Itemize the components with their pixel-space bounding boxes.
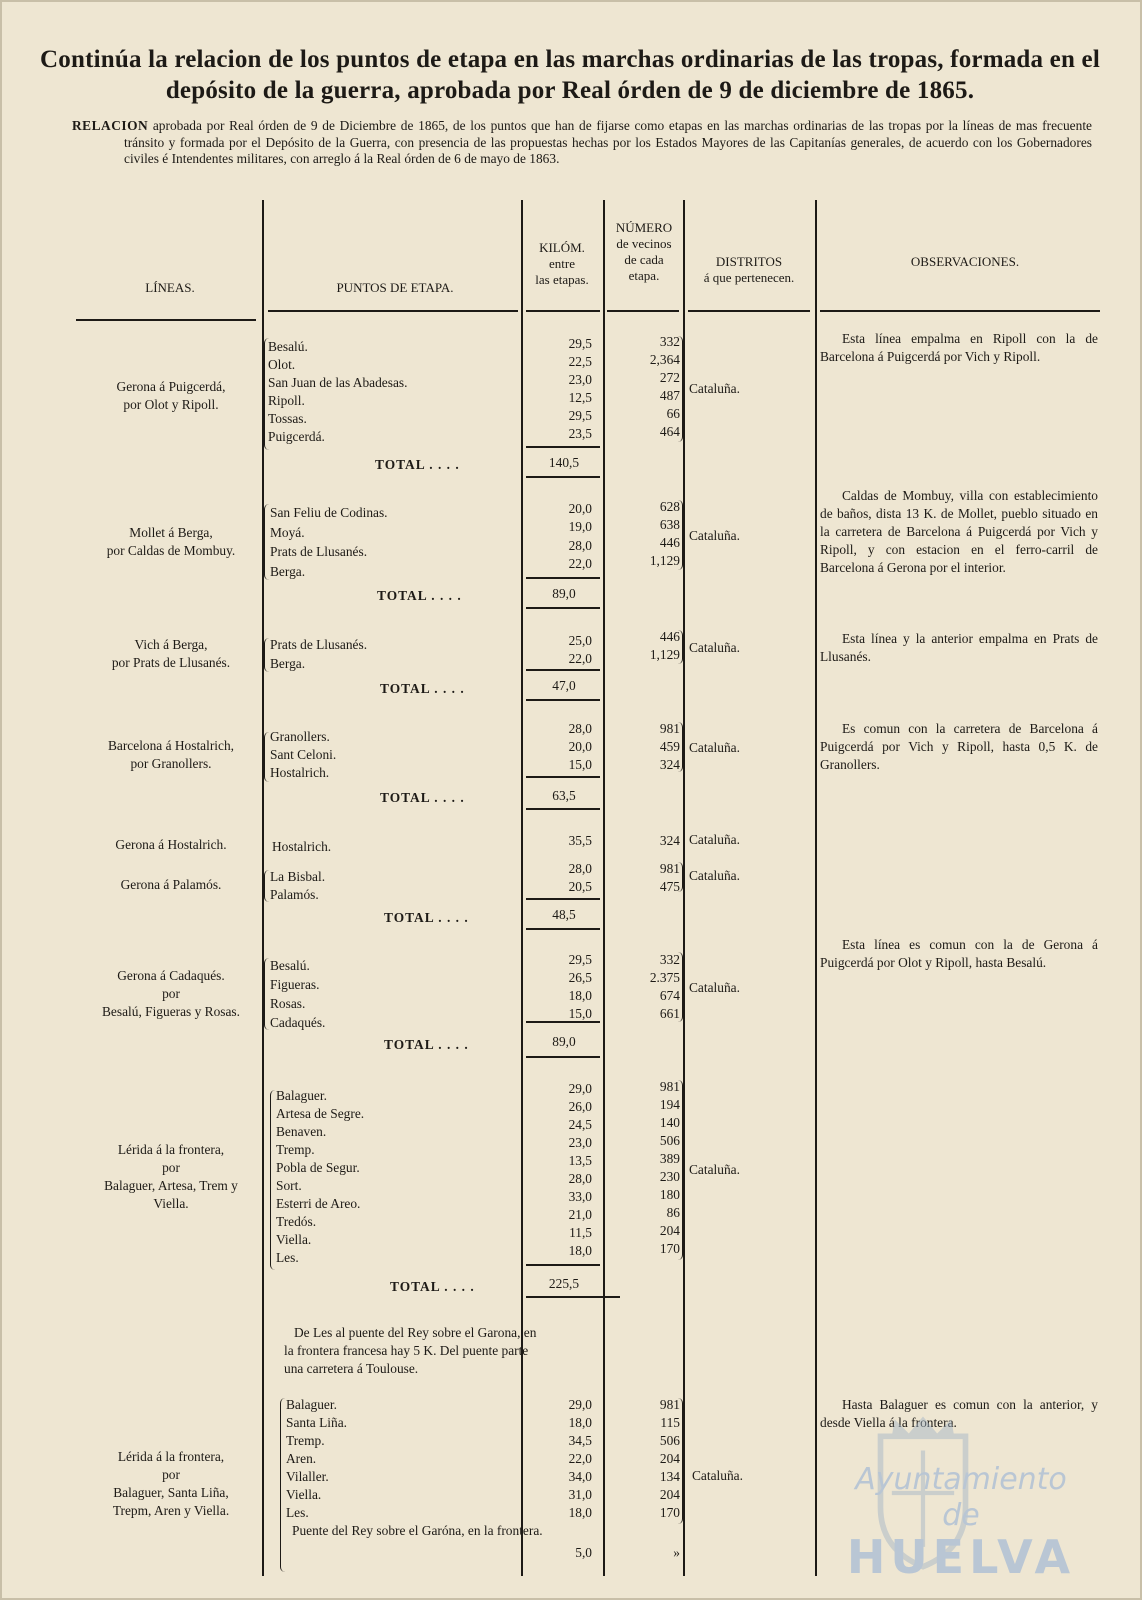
district: Cataluña. bbox=[689, 381, 740, 396]
stop-name: Rosas. bbox=[270, 996, 306, 1011]
vecinos-value: 389 bbox=[659, 1151, 680, 1166]
total-label: TOTAL . . . . bbox=[380, 790, 465, 805]
intro-lead: RELACION bbox=[72, 118, 149, 133]
stop-name: Berga. bbox=[270, 656, 306, 671]
line-name: Lérida á la frontera, por Balaguer, Artesa, Trem y Viella. bbox=[104, 1142, 238, 1211]
district: Cataluña. bbox=[689, 1162, 740, 1177]
vecinos-value: 140 bbox=[659, 1115, 680, 1130]
watermark: Ayuntamiento de HUELVA bbox=[846, 1462, 1076, 1584]
vecinos-value: 272 bbox=[659, 370, 680, 385]
km-value: 20,0 bbox=[568, 501, 592, 516]
brace bbox=[264, 504, 269, 580]
stop-name: Sort. bbox=[276, 1178, 302, 1193]
vecinos-value: 981 bbox=[659, 861, 680, 876]
header-distritos: DISTRITOS á que pertenecen. bbox=[703, 254, 795, 285]
header-observaciones: OBSERVACIONES. bbox=[910, 254, 1020, 269]
vecinos-value: 1,129 bbox=[649, 647, 680, 662]
stop-name: Berga. bbox=[270, 564, 306, 579]
stop-name: Viella. bbox=[286, 1487, 322, 1502]
vecinos-value: 628 bbox=[659, 499, 680, 514]
km-value: 23,5 bbox=[568, 426, 592, 441]
stop-name: Artesa de Segre. bbox=[276, 1106, 365, 1121]
header-rule-kilom bbox=[526, 310, 600, 312]
total-value: 63,5 bbox=[552, 788, 576, 803]
vecinos-value: 446 bbox=[659, 535, 680, 550]
district: Cataluña. bbox=[689, 640, 740, 655]
stop-name: Esterri de Areo. bbox=[276, 1196, 361, 1211]
district: Cataluña. bbox=[692, 1468, 743, 1483]
vecinos-value: 170 bbox=[659, 1505, 680, 1520]
line-name: Gerona á Hostalrich. bbox=[115, 837, 227, 852]
table-rule-vecinos bbox=[683, 200, 685, 1576]
km-value: 26,5 bbox=[568, 970, 592, 985]
vecinos-value: 446 bbox=[659, 629, 680, 644]
km-value: 19,0 bbox=[568, 519, 592, 534]
stop-name: Sant Celoni. bbox=[270, 747, 337, 762]
km-value: 15,0 bbox=[568, 1006, 592, 1021]
stop-name: Puigcerdá. bbox=[268, 429, 325, 444]
stop-name: Tossas. bbox=[268, 411, 307, 426]
total-rule bbox=[526, 476, 600, 478]
total-label: TOTAL . . . . bbox=[384, 1037, 469, 1052]
stop-name: Tremp. bbox=[286, 1433, 325, 1448]
km-value: 31,0 bbox=[568, 1487, 592, 1502]
district: Cataluña. bbox=[689, 528, 740, 543]
line-name: Gerona á Palamós. bbox=[120, 877, 222, 892]
total-value: 47,0 bbox=[552, 678, 576, 693]
km-value: 26,0 bbox=[568, 1099, 592, 1114]
total-rule bbox=[526, 1056, 600, 1058]
brace bbox=[678, 952, 683, 1022]
km-value: 22,0 bbox=[568, 1451, 592, 1466]
route-note: De Les al puente del Rey sobre el Garona, en la frontera francesa hay 5 K. Del puente parte una carretera á Toulouse. bbox=[284, 1325, 537, 1376]
brace bbox=[678, 722, 683, 772]
vecinos-value: 981 bbox=[659, 721, 680, 736]
total-value: 89,0 bbox=[552, 586, 576, 601]
km-value: 11,5 bbox=[569, 1225, 592, 1240]
total-rule bbox=[526, 607, 600, 609]
brace bbox=[264, 732, 269, 782]
line-name: Barcelona á Hostalrich, por Granollers. bbox=[107, 738, 235, 771]
total-rule bbox=[526, 1021, 600, 1023]
vecinos-value: 506 bbox=[659, 1133, 680, 1148]
stop-name: Tremp. bbox=[276, 1142, 315, 1157]
km-value: 28,0 bbox=[568, 538, 592, 553]
km-value: 35,5 bbox=[568, 833, 592, 848]
stop-name: San Juan de las Abadesas. bbox=[268, 375, 408, 390]
km-value: 28,0 bbox=[568, 861, 592, 876]
vecinos-value: 170 bbox=[659, 1241, 680, 1256]
vecinos-value: 204 bbox=[659, 1487, 680, 1502]
stop-name: Hostalrich. bbox=[270, 765, 330, 780]
stop-name: San Feliu de Codinas. bbox=[270, 505, 388, 520]
km-value: 15,0 bbox=[568, 757, 592, 772]
vecinos-value: 2,364 bbox=[649, 352, 680, 367]
stop-name: Santa Liña. bbox=[286, 1415, 347, 1430]
total-rule bbox=[526, 898, 600, 900]
header-rule-distritos bbox=[688, 310, 810, 312]
vecinos-value: 661 bbox=[659, 1006, 680, 1021]
total-label: TOTAL . . . . bbox=[375, 457, 460, 472]
district: Cataluña. bbox=[689, 832, 740, 847]
total-rule bbox=[526, 669, 600, 671]
intro-text: aprobada por Real órden de 9 de Diciembre de 1865, de los puntos que han de fijarse como etapas en las marchas ordinarias de las tropas por la líneas de mas frecuente tránsito y formada por el Depósito de la Guerra, con presencia de las propuestas hechas por los Estados Mayores de las Capitanías generales, de acuerdo con los Gobernadores civiles é Intendentes militares, con arreglo á la Real órden de 6 de mayo de 1863. bbox=[124, 118, 1092, 167]
line-name: Gerona á Cadaqués. por Besalú, Figueras y Rosas. bbox=[102, 968, 240, 1019]
km-value: 29,0 bbox=[568, 1397, 592, 1412]
vecinos-value: 506 bbox=[659, 1433, 680, 1448]
observation: Esta línea es comun con la de Gerona á Puigcerdá por Olot y Ripoll, hasta Besalú. bbox=[820, 937, 1098, 970]
vecinos-value: 332 bbox=[659, 334, 680, 349]
observation: Esta línea y la anterior empalma en Prats de Llusanés. bbox=[820, 631, 1098, 664]
stop-name: Figueras. bbox=[270, 977, 320, 992]
km-value: 29,5 bbox=[568, 408, 592, 423]
brace bbox=[264, 638, 269, 672]
total-value: 140,5 bbox=[548, 455, 580, 470]
brace bbox=[264, 870, 269, 902]
brace bbox=[280, 1398, 285, 1572]
header-rule-obs bbox=[820, 310, 1100, 312]
vecinos-value: 674 bbox=[659, 988, 680, 1003]
header-numero: NÚMERO de vecinos de cada etapa. bbox=[615, 220, 673, 283]
km-value: 18,0 bbox=[568, 988, 592, 1003]
vecinos-value: » bbox=[673, 1545, 680, 1560]
stop-name: Moyá. bbox=[270, 525, 305, 540]
total-label: TOTAL . . . . bbox=[377, 588, 462, 603]
observation: Esta línea empalma en Ripoll con la de Barcelona á Puigcerdá por Vich y Ripoll. bbox=[820, 331, 1098, 364]
km-value: 28,0 bbox=[568, 1171, 592, 1186]
district: Cataluña. bbox=[689, 980, 740, 995]
total-rule bbox=[526, 577, 600, 579]
brace bbox=[678, 1398, 683, 1524]
brace bbox=[678, 862, 683, 892]
vecinos-value: 475 bbox=[659, 879, 680, 894]
total-rule bbox=[526, 928, 600, 930]
stop-name: Pobla de Segur. bbox=[276, 1160, 360, 1175]
stop-name: Besalú. bbox=[270, 958, 310, 973]
vecinos-value: 134 bbox=[659, 1469, 680, 1484]
stop-name: Prats de Llusanés. bbox=[270, 637, 368, 652]
header-puntos: PUNTOS DE ETAPA. bbox=[336, 280, 454, 295]
total-rule bbox=[526, 776, 600, 778]
vecinos-value: 638 bbox=[659, 517, 680, 532]
stop-name: Benaven. bbox=[276, 1124, 327, 1139]
brace bbox=[678, 336, 683, 442]
km-value: 24,5 bbox=[568, 1117, 592, 1132]
km-value: 21,0 bbox=[568, 1207, 592, 1222]
vecinos-value: 86 bbox=[666, 1205, 680, 1220]
km-value: 20,5 bbox=[568, 879, 592, 894]
header-kilom: KILÓM. entre las etapas. bbox=[535, 240, 589, 287]
km-value: 22,0 bbox=[568, 651, 592, 666]
vecinos-value: 981 bbox=[659, 1079, 680, 1094]
km-value: 22,0 bbox=[568, 556, 592, 571]
vecinos-value: 204 bbox=[659, 1451, 680, 1466]
vecinos-value: 324 bbox=[659, 833, 680, 848]
header-rule-puntos bbox=[268, 310, 518, 312]
vecinos-value: 66 bbox=[666, 406, 680, 421]
line-name: Vich á Berga, por Prats de Llusanés. bbox=[111, 637, 231, 670]
km-value: 23,0 bbox=[568, 1135, 592, 1150]
km-value: 25,0 bbox=[568, 633, 592, 648]
vecinos-value: 459 bbox=[659, 739, 680, 754]
observation: Es comun con la carretera de Barcelona á Puigcerdá por Vich y Ripoll, hasta 0,5 K. de Granollers. bbox=[820, 721, 1098, 772]
stop-name: La Bisbal. bbox=[270, 869, 326, 884]
km-value: 18,0 bbox=[568, 1505, 592, 1520]
stop-name: Hostalrich. bbox=[272, 839, 332, 854]
total-rule bbox=[526, 699, 600, 701]
total-rule bbox=[526, 808, 600, 810]
stop-name: Ripoll. bbox=[268, 393, 305, 408]
stop-name: Puente del Rey sobre el Garóna, en la frontera. bbox=[292, 1523, 543, 1538]
km-value: 23,0 bbox=[568, 372, 592, 387]
vecinos-value: 230 bbox=[659, 1169, 680, 1184]
km-value: 18,0 bbox=[568, 1243, 592, 1258]
header-rule-vecinos bbox=[607, 310, 679, 312]
header-rule-lineas bbox=[76, 319, 256, 321]
km-value: 12,5 bbox=[568, 390, 592, 405]
stop-name: Palamós. bbox=[270, 887, 319, 902]
vecinos-value: 324 bbox=[659, 757, 680, 772]
stop-name: Cadaqués. bbox=[270, 1015, 326, 1030]
km-value: 18,0 bbox=[568, 1415, 592, 1430]
total-rule bbox=[526, 1296, 620, 1298]
vecinos-value: 981 bbox=[659, 1397, 680, 1412]
stop-name: Les. bbox=[276, 1250, 299, 1265]
km-value: 29,5 bbox=[568, 336, 592, 351]
total-value: 89,0 bbox=[552, 1034, 576, 1049]
stop-name: Granollers. bbox=[270, 729, 330, 744]
total-rule bbox=[526, 446, 600, 448]
stop-name: Vilaller. bbox=[286, 1469, 329, 1484]
line-name: Gerona á Puigcerdá, por Olot y Ripoll. bbox=[116, 379, 226, 412]
km-value: 34,0 bbox=[568, 1469, 592, 1484]
header-lineas: LÍNEAS. bbox=[145, 280, 195, 295]
vecinos-value: 194 bbox=[659, 1097, 680, 1112]
stop-name: Prats de Llusanés. bbox=[270, 544, 368, 559]
vecinos-value: 180 bbox=[659, 1187, 680, 1202]
vecinos-value: 2.375 bbox=[649, 970, 680, 985]
brace bbox=[678, 500, 683, 570]
stop-name: Besalú. bbox=[268, 339, 308, 354]
km-value: 28,0 bbox=[568, 721, 592, 736]
line-name: Mollet á Berga, por Caldas de Mombuy. bbox=[106, 525, 236, 558]
stop-name: Aren. bbox=[286, 1451, 317, 1466]
km-value: 5,0 bbox=[575, 1545, 592, 1560]
total-label: TOTAL . . . . bbox=[380, 681, 465, 696]
observation: Hasta Balaguer es comun con la anterior, y desde Viella á la frontera. bbox=[820, 1397, 1098, 1430]
brace bbox=[678, 630, 683, 664]
km-value: 13,5 bbox=[568, 1153, 592, 1168]
total-label: TOTAL . . . . bbox=[390, 1279, 475, 1294]
vecinos-value: 332 bbox=[659, 952, 680, 967]
vecinos-value: 115 bbox=[660, 1415, 680, 1430]
district: Cataluña. bbox=[689, 740, 740, 755]
km-value: 33,0 bbox=[568, 1189, 592, 1204]
km-value: 22,5 bbox=[568, 354, 592, 369]
km-value: 29,0 bbox=[568, 1081, 592, 1096]
stop-name: Viella. bbox=[276, 1232, 312, 1247]
brace bbox=[678, 1080, 683, 1260]
total-value: 225,5 bbox=[548, 1276, 580, 1291]
intro-paragraph bbox=[72, 118, 1092, 168]
vecinos-value: 487 bbox=[659, 388, 680, 403]
page-title: Continúa la relacion de los puntos de etapa en las marchas ordinarias de las tropas, formada en el depósito de la guerra, aprobada por Real órden de 9 de diciembre de 1865. bbox=[40, 46, 1100, 104]
brace bbox=[264, 958, 269, 1030]
stop-name: Tredós. bbox=[276, 1214, 317, 1229]
table-rule-distritos bbox=[815, 200, 817, 1576]
vecinos-value: 204 bbox=[659, 1223, 680, 1238]
stop-name: Balaguer. bbox=[286, 1397, 337, 1412]
total-rule bbox=[526, 1264, 600, 1266]
km-value: 34,5 bbox=[568, 1433, 592, 1448]
line-name: Lérida á la frontera, por Balaguer, Santa Liña, Trepm, Aren y Viella. bbox=[112, 1449, 230, 1518]
observation: Caldas de Mombuy, villa con establecimiento de baños, dista 13 K. de Mollet, pueblo situado en la carretera de Barcelona á Puigcerdá por Vich y Ripoll, y con estacion en el ferro-carril de Barcelona á Gerona por el interior. bbox=[820, 488, 1098, 575]
stop-name: Olot. bbox=[268, 357, 296, 372]
district: Cataluña. bbox=[689, 868, 740, 883]
total-value: 48,5 bbox=[552, 907, 576, 922]
brace bbox=[270, 1090, 275, 1270]
vecinos-value: 464 bbox=[659, 424, 680, 439]
vecinos-value: 1,129 bbox=[649, 553, 680, 568]
stop-name: Les. bbox=[286, 1505, 309, 1520]
km-value: 29,5 bbox=[568, 952, 592, 967]
stop-name: Balaguer. bbox=[276, 1088, 327, 1103]
km-value: 20,0 bbox=[568, 739, 592, 754]
total-label: TOTAL . . . . bbox=[384, 910, 469, 925]
